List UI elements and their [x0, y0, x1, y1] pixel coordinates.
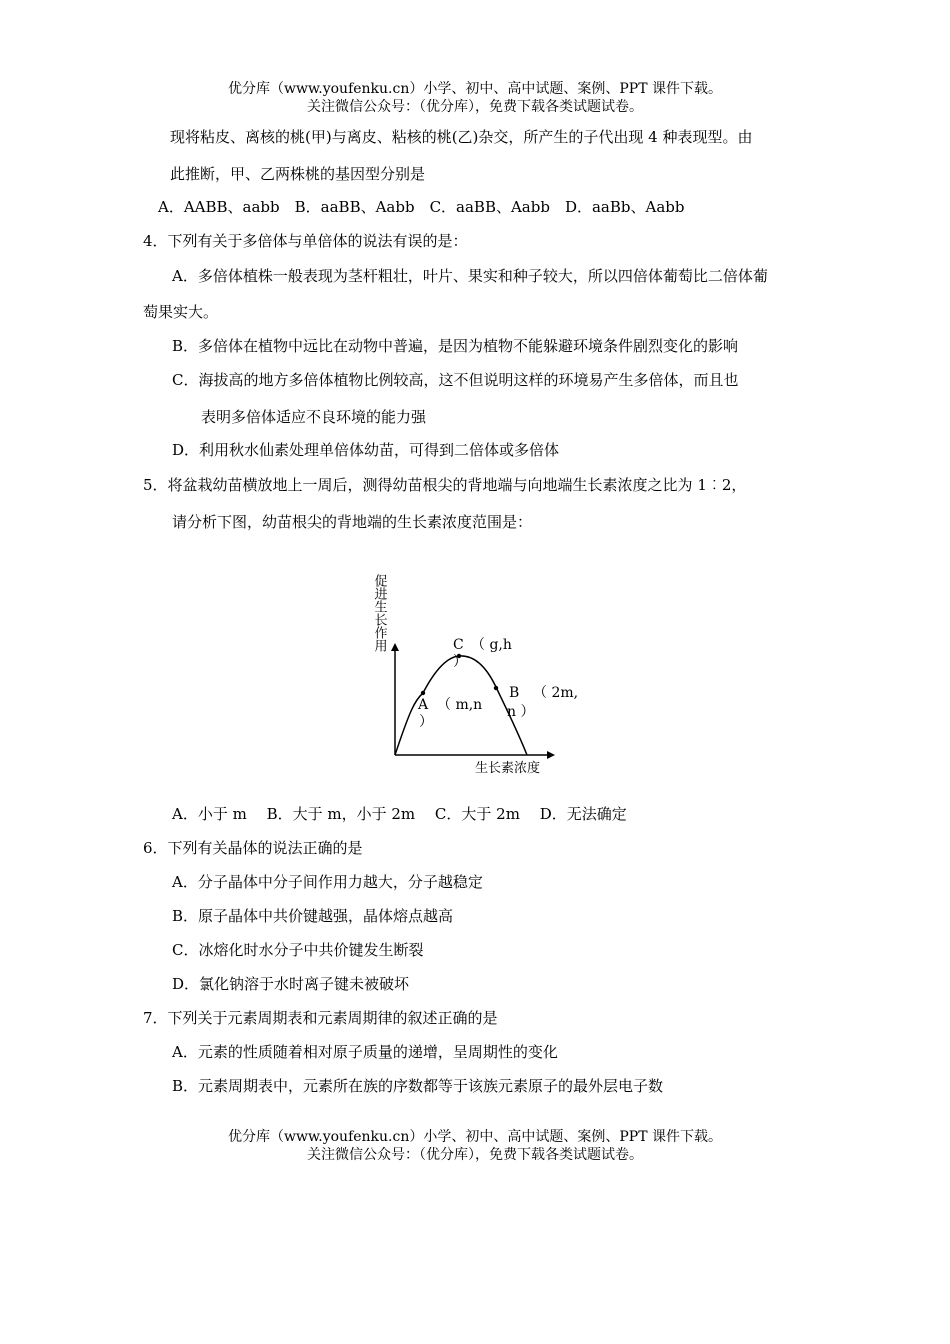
q6-option-b: B．原子晶体中共价键越强，晶体熔点越高 [172, 907, 454, 925]
footer-line-1: 优分库（www.youfenku.cn）小学、初中、高中试题、案例、PPT 课件下载。 [227, 1129, 722, 1145]
q4-stem: 4．下列有关于多倍体与单倍体的说法有误的是： [143, 232, 468, 250]
q7-stem: 7．下列关于元素周期表和元素周期律的叙述正确的是 [143, 1009, 498, 1027]
point-b-paren: n ） [507, 704, 535, 720]
x-axis-label: 生长素浓度 [475, 761, 541, 776]
q4-option-a-line-1: A．多倍体植株一般表现为茎杆粗壮，叶片、果实和种子较大，所以四倍体葡萄比二倍体葡 [172, 267, 768, 285]
header-line-1: 优分库（www.youfenku.cn）小学、初中、高中试题、案例、PPT 课件下载。 [227, 81, 722, 97]
y-axis-label: 促进生长作用 [371, 574, 387, 652]
q3-line-2: 此推断，甲、乙两株桃的基因型分别是 [170, 165, 426, 183]
q4-option-a-line-2: 萄果实大。 [143, 303, 219, 321]
header-line-2: 关注微信公众号：（优分库），免费下载各类试题试卷。 [307, 99, 643, 115]
point-a-paren: ） [419, 714, 433, 730]
point-a-coord: （ m,n [437, 697, 483, 713]
q4-option-c-line-2: 表明多倍体适应不良环境的能力强 [201, 408, 427, 426]
point-c-coord: （ g,h [471, 637, 512, 653]
q4-option-d: D．利用秋水仙素处理单倍体幼苗，可得到二倍体或多倍体 [172, 441, 560, 459]
q3-line-1: 现将粘皮、离核的桃(甲)与离皮、粘核的桃(乙)杂交，所产生的子代出现 4 种表现型。由 [170, 128, 753, 146]
point-a-label: A [418, 697, 429, 713]
q7-option-b: B．元素周期表中，元素所在族的序数都等于该族元素原子的最外层电子数 [172, 1077, 664, 1095]
q5-stem-line-1: 5．将盆栽幼苗横放地上一周后，测得幼苗根尖的背地端与向地端生长素浓度之比为 1︰2， [143, 476, 747, 494]
footer-line-2: 关注微信公众号：（优分库），免费下载各类试题试卷。 [307, 1147, 643, 1163]
auxin-chart [355, 560, 595, 790]
q5-stem-line-2: 请分析下图，幼苗根尖的背地端的生长素浓度范围是： [172, 513, 533, 531]
point-c-paren: ） [453, 654, 467, 670]
point-c-label: C [453, 637, 464, 653]
q3-options: A．AABB、aabb B．aaBB、Aabb C．aaBB、Aabb D．aaBb、Aabb [158, 198, 685, 216]
point-a [421, 691, 425, 695]
q4-option-b: B．多倍体在植物中远比在动物中普遍，是因为植物不能躲避环境条件剧烈变化的影响 [172, 337, 739, 355]
point-b-coord: （ 2m, [533, 685, 579, 701]
q6-stem: 6．下列有关晶体的说法正确的是 [143, 839, 363, 857]
q4-option-c-line-1: C．海拔高的地方多倍体植物比例较高，这不但说明这样的环境易产生多倍体，而且也 [172, 371, 739, 389]
q6-option-a: A．分子晶体中分子间作用力越大，分子越稳定 [172, 873, 483, 891]
q6-option-c: C．冰熔化时水分子中共价键发生断裂 [172, 941, 424, 959]
q7-option-a: A．元素的性质随着相对原子质量的递增，呈周期性的变化 [172, 1043, 558, 1061]
point-b [494, 686, 498, 690]
q6-option-d: D．氯化钠溶于水时离子键未被破坏 [172, 975, 410, 993]
point-b-label: B [509, 685, 520, 701]
q5-options: A．小于 m B．大于 m，小于 2m C．大于 2m D．无法确定 [172, 805, 627, 823]
